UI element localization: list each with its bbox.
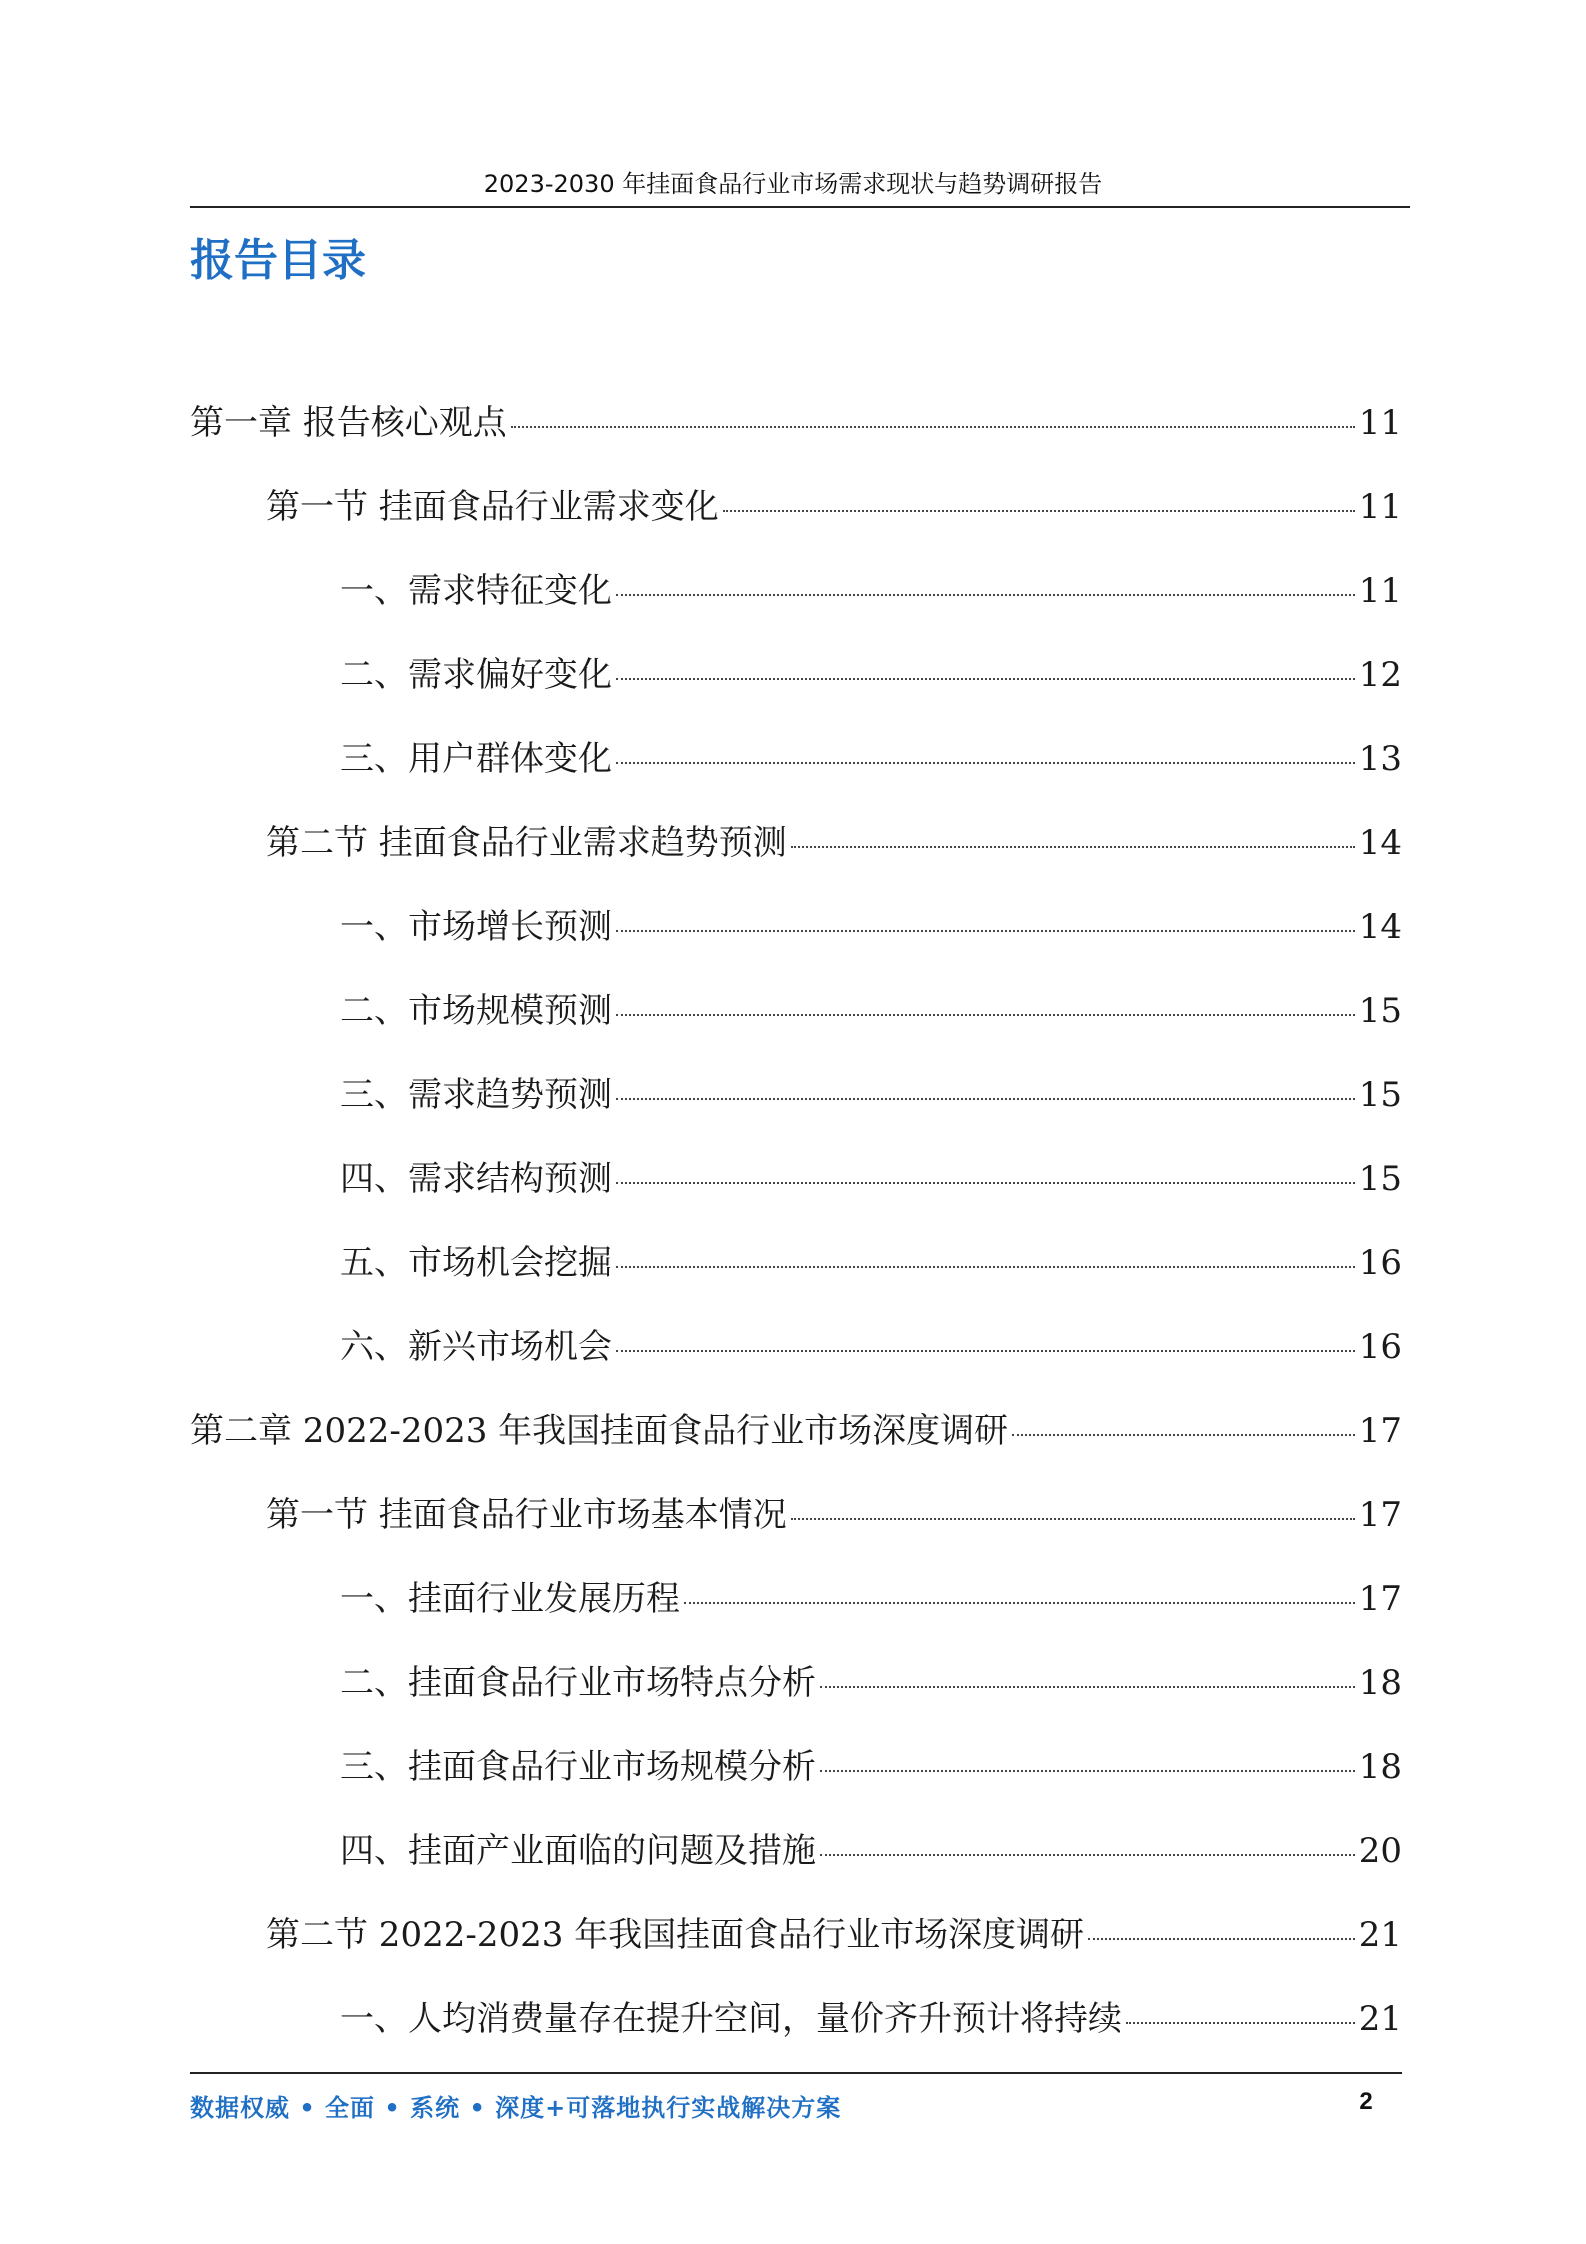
dot-leader (791, 1518, 1355, 1520)
dot-leader (791, 846, 1355, 848)
toc-entry-page: 20 (1358, 1831, 1402, 1871)
toc-entry[interactable] (190, 1487, 1402, 1571)
toc-entry-title: 三、用户群体变化 (340, 739, 612, 779)
toc-entry[interactable] (190, 1991, 1402, 2075)
dot-leader (616, 1014, 1355, 1016)
toc-entry[interactable] (190, 1571, 1402, 1655)
toc-entry-page: 15 (1358, 1075, 1402, 1115)
toc-entry-title: 二、市场规模预测 (340, 991, 612, 1031)
dot-leader (616, 678, 1355, 680)
toc-entry-page: 21 (1358, 1915, 1402, 1955)
toc-entry-page: 12 (1358, 655, 1402, 695)
toc-entry-page: 15 (1358, 991, 1402, 1031)
dot-leader (1126, 2022, 1355, 2024)
toc-entry-title: 二、需求偏好变化 (340, 655, 612, 695)
dot-leader (616, 1266, 1355, 1268)
table-of-contents (190, 395, 1402, 2075)
dot-leader (616, 930, 1355, 932)
dot-leader (723, 510, 1355, 512)
toc-entry[interactable] (190, 1823, 1402, 1907)
toc-entry-title: 三、挂面食品行业市场规模分析 (340, 1747, 816, 1787)
toc-entry[interactable] (190, 1151, 1402, 1235)
toc-entry-title: 四、需求结构预测 (340, 1159, 612, 1199)
toc-entry-page: 17 (1358, 1579, 1402, 1619)
toc-entry[interactable] (190, 479, 1402, 563)
dot-leader (616, 594, 1355, 596)
toc-entry-title: 五、市场机会挖掘 (340, 1243, 612, 1283)
toc-entry-page: 14 (1358, 823, 1402, 863)
toc-entry[interactable] (190, 815, 1402, 899)
footer-slogan: 数据权威 • 全面 • 系统 • 深度+可落地执行实战解决方案 (190, 2094, 842, 2122)
toc-entry[interactable] (190, 899, 1402, 983)
toc-entry-title: 二、挂面食品行业市场特点分析 (340, 1663, 816, 1703)
toc-entry[interactable] (190, 1067, 1402, 1151)
toc-entry[interactable] (190, 395, 1402, 479)
toc-entry[interactable] (190, 1739, 1402, 1823)
toc-entry[interactable] (190, 731, 1402, 815)
toc-entry-page: 11 (1358, 571, 1402, 611)
toc-entry[interactable] (190, 563, 1402, 647)
page-number: 2 (1359, 2088, 1373, 2115)
toc-entry-page: 11 (1358, 487, 1402, 527)
footer-divider (190, 2072, 1402, 2074)
dot-leader (1088, 1938, 1355, 1940)
toc-entry-title: 三、需求趋势预测 (340, 1075, 612, 1115)
toc-entry-title: 四、挂面产业面临的问题及措施 (340, 1831, 816, 1871)
toc-entry-page: 21 (1358, 1999, 1402, 2039)
dot-leader (820, 1854, 1355, 1856)
toc-entry-page: 18 (1358, 1747, 1402, 1787)
toc-entry-page: 17 (1358, 1411, 1402, 1451)
toc-entry-title: 一、市场增长预测 (340, 907, 612, 947)
toc-entry-title: 一、需求特征变化 (340, 571, 612, 611)
dot-leader (820, 1686, 1355, 1688)
toc-entry-title: 第二节 2022-2023 年我国挂面食品行业市场深度调研 (266, 1915, 1085, 1955)
toc-entry-title: 第二章 2022-2023 年我国挂面食品行业市场深度调研 (190, 1411, 1009, 1451)
toc-entry-page: 15 (1358, 1159, 1402, 1199)
dot-leader (616, 1350, 1355, 1352)
toc-entry[interactable] (190, 983, 1402, 1067)
toc-entry-title: 第一节 挂面食品行业市场基本情况 (266, 1495, 787, 1535)
toc-entry[interactable] (190, 1907, 1402, 1991)
toc-heading: 报告目录 (190, 235, 366, 286)
dot-leader (616, 762, 1355, 764)
toc-entry-title: 一、人均消费量存在提升空间，量价齐升预计将持续 (340, 1999, 1122, 2039)
toc-entry-page: 18 (1358, 1663, 1402, 1703)
toc-entry-page: 11 (1358, 403, 1402, 443)
toc-entry[interactable] (190, 647, 1402, 731)
toc-entry-page: 13 (1358, 739, 1402, 779)
toc-entry-page: 17 (1358, 1495, 1402, 1535)
toc-entry-page: 14 (1358, 907, 1402, 947)
toc-entry-title: 一、挂面行业发展历程 (340, 1579, 680, 1619)
toc-entry[interactable] (190, 1655, 1402, 1739)
toc-entry-title: 第一章 报告核心观点 (190, 403, 507, 443)
toc-entry-title: 六、新兴市场机会 (340, 1327, 612, 1367)
dot-leader (616, 1182, 1355, 1184)
running-header-title: 2023-2030 年挂面食品行业市场需求现状与趋势调研报告 (483, 170, 1103, 198)
dot-leader (616, 1098, 1355, 1100)
toc-entry[interactable] (190, 1319, 1402, 1403)
toc-entry[interactable] (190, 1235, 1402, 1319)
dot-leader (820, 1770, 1355, 1772)
toc-entry-title: 第二节 挂面食品行业需求趋势预测 (266, 823, 787, 863)
dot-leader (684, 1602, 1355, 1604)
dot-leader (511, 426, 1355, 428)
toc-entry-page: 16 (1358, 1327, 1402, 1367)
toc-entry-page: 16 (1358, 1243, 1402, 1283)
toc-entry-title: 第一节 挂面食品行业需求变化 (266, 487, 719, 527)
toc-entry[interactable] (190, 1403, 1402, 1487)
header-divider (190, 206, 1410, 208)
dot-leader (1012, 1434, 1355, 1436)
